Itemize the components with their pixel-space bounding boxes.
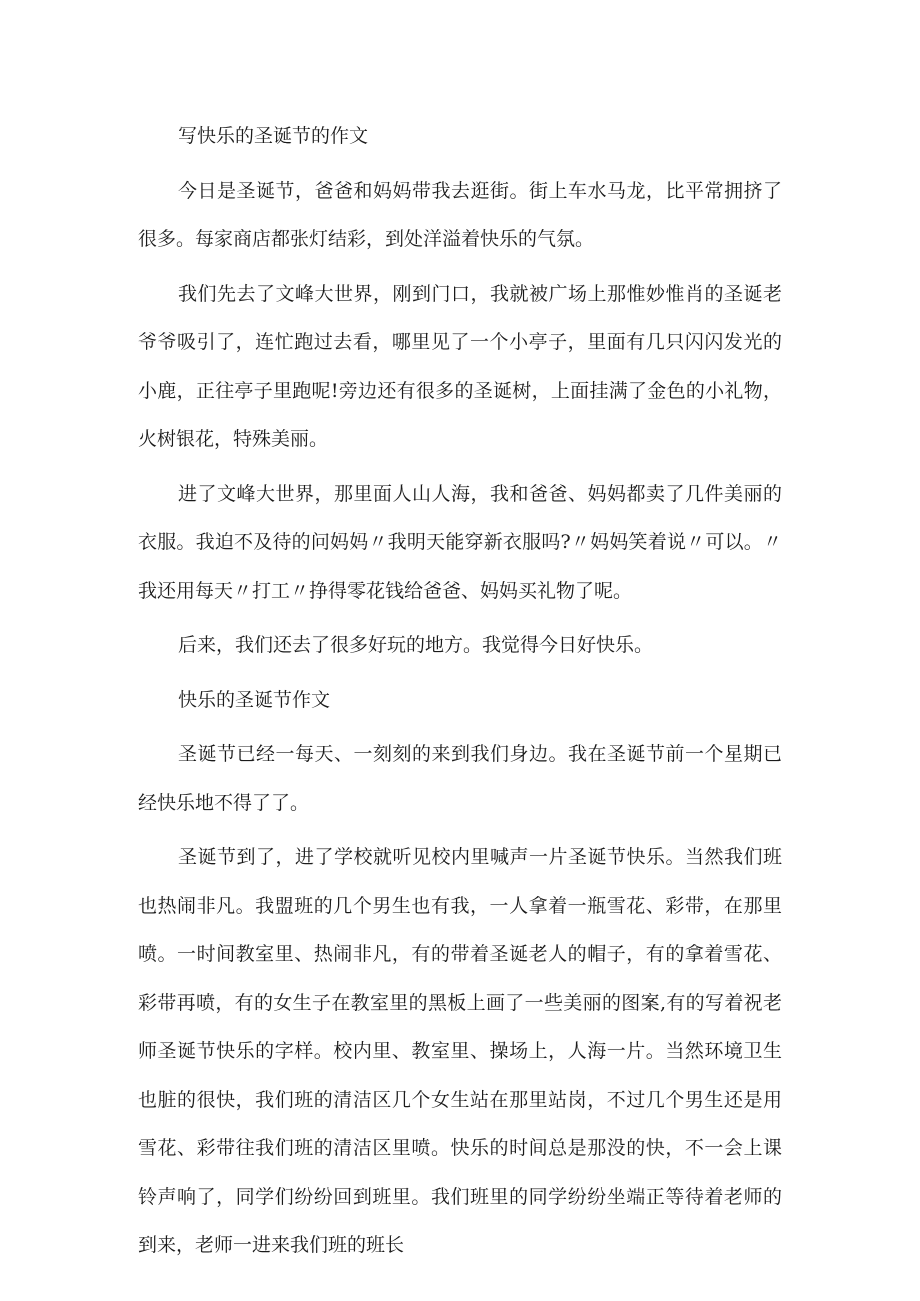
paragraph: 圣诞节到了，进了学校就听见校内里喊声一片圣诞节快乐。当然我们班也热闹非凡。我盟班的几个男生也有我，一人拿着一瓶雪花、彩带，在那里喷。一时间教室里、热闹非凡，有的带着圣诞老人的帽子，有的拿着雪花、彩带再喷，有的女生子在教室里的黑板上画了一些美丽的图案,有的写着祝老师圣诞节快乐的字样。校内里、教室里、操场上，人海一片。当然环境卫生也脏的很快，我们班的清洁区几个女生站在那里站岗，不过几个男生还是用雪花、彩带往我们班的清洁区里喷。快乐的时间总是那没的快，不一会上课铃声响了，同学们纷纷回到班里。我们班里的同学纷纷坐端正等待着老师的到来，老师一进来我们班的班长 xyxy=(138,846,782,1256)
paragraph: 后来，我们还去了很多好玩的地方。我觉得今日好快乐。 xyxy=(178,634,654,656)
document-body xyxy=(138,112,782,1276)
essay-title-1: 写快乐的圣诞节的作文 xyxy=(178,125,369,147)
essay-title-2: 快乐的圣诞节作文 xyxy=(178,688,331,711)
paragraph: 今日是圣诞节，爸爸和妈妈带我去逛街。街上车水马龙，比平常拥挤了很多。每家商店都张灯结彩，到处洋溢着快乐的气氛。 xyxy=(138,179,782,250)
paragraph: 我们先去了文峰大世界，刚到门口，我就被广场上那惟妙惟肖的圣诞老爷爷吸引了，连忙跑过去看，哪里见了一个小亭子，里面有几只闪闪发光的小鹿，正往亭子里跑呢!旁边还有很多的圣诞树，上面挂满了金色的小礼物，火树银花，特殊美丽。 xyxy=(138,282,782,450)
paragraph: 进了文峰大世界，那里面人山人海，我和爸爸、妈妈都卖了几件美丽的衣服。我迫不及待的问妈妈〃我明天能穿新衣服吗?〃妈妈笑着说〃可以。〃我还用每天〃打工〃挣得零花钱给爸爸、妈妈买礼物了呢。 xyxy=(138,482,782,602)
paragraph: 圣诞节已经一每天、一刻刻的来到我们身边。我在圣诞节前一个星期已经快乐地不得了了。 xyxy=(138,743,782,814)
